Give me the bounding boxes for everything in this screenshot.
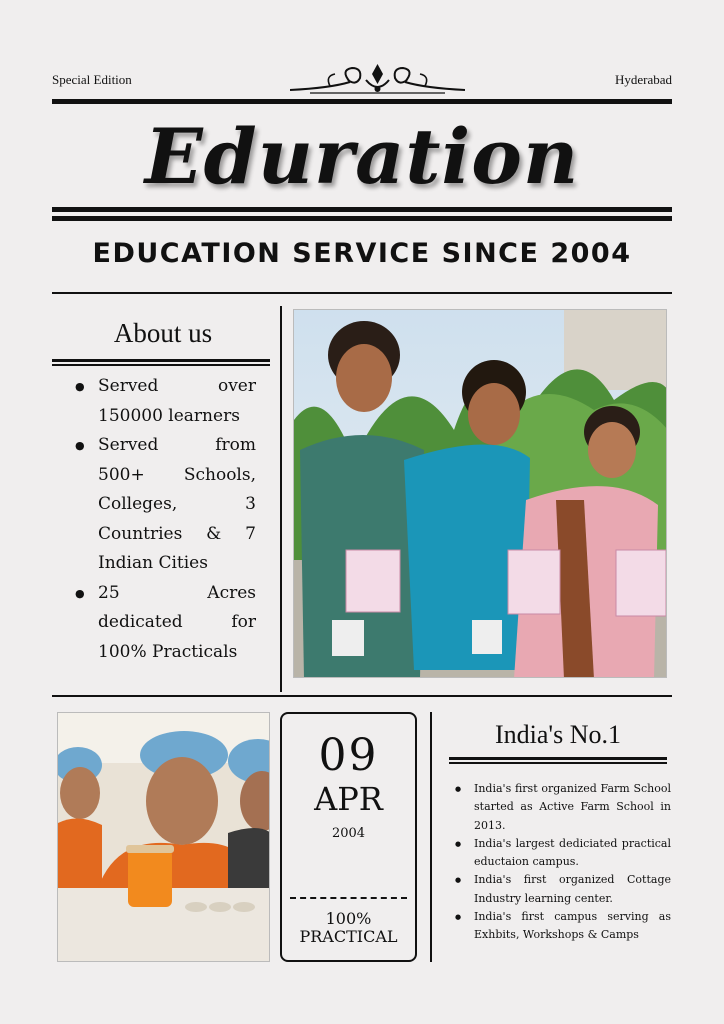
city-label: Hyderabad (614, 72, 672, 87)
about-item: ● 25 Acres dedicated for 100% Practicals (78, 579, 256, 668)
date-footer (280, 910, 417, 946)
students-photo (57, 712, 270, 962)
tagline-rule (52, 292, 672, 294)
about-list (78, 372, 256, 667)
about-item: ● Served over 150000 learners (78, 372, 256, 431)
masthead-rule-top (52, 207, 672, 212)
date-footer-line1: 100% (325, 909, 372, 928)
india-rule (449, 757, 667, 760)
masthead-title: Eduration (144, 112, 580, 201)
india-item: ● India's first organized Cottage Industry learning center. (455, 871, 671, 908)
date-month: APR (314, 780, 383, 818)
masthead-rule-bottom (52, 216, 672, 221)
team-photo (293, 309, 667, 678)
date-divider (290, 897, 407, 899)
india-title: India's No.1 (494, 720, 621, 749)
tagline: EDUCATION SERVICE SINCE 2004 (92, 238, 632, 269)
india-item: ● India's largest dediciated practical eductaion campus. (455, 835, 671, 872)
india-rule-thin (449, 762, 667, 764)
about-item: ● Served from 500+ Schools, Colleges, 3 Countries & 7 Indian Cities (78, 431, 256, 579)
about-rule (52, 359, 270, 362)
column-divider (280, 306, 282, 692)
date-day: 09 (318, 730, 379, 781)
column-divider-bottom (430, 712, 432, 962)
date-year: 2004 (331, 826, 366, 841)
date-footer-line2: PRACTICAL (299, 927, 398, 946)
flourish-ornament-icon (290, 60, 465, 98)
india-item: ● India's first campus serving as Exhbits, Workshops & Camps (455, 908, 671, 945)
section-rule (52, 695, 672, 697)
about-title: About us (113, 318, 213, 348)
india-item: ● India's first organized Farm School started as Active Farm School in 2013. (455, 780, 671, 835)
header-rule (52, 99, 672, 104)
about-rule-thin (52, 364, 270, 366)
edition-label: Special Edition (52, 72, 132, 87)
india-list (455, 780, 671, 945)
